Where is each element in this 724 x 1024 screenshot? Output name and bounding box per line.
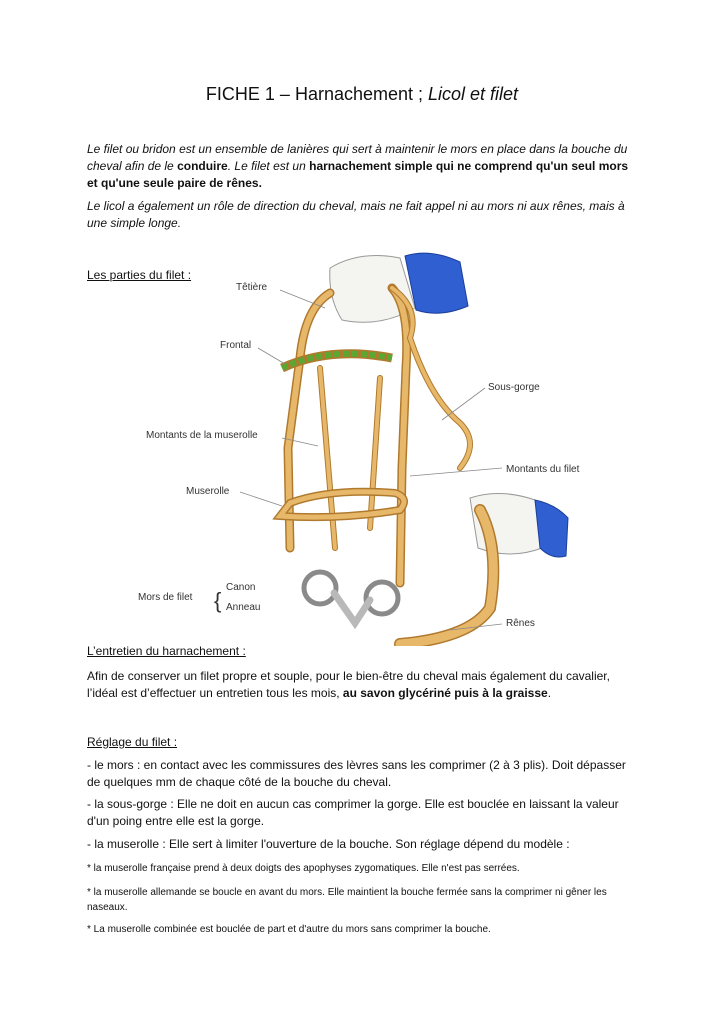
page-title: FICHE 1 – Harnachement ; Licol et filet [205, 84, 519, 104]
adjust-mors: - le mors : en contact avec les commissures des lèvres sans les comprimer (2 à 3 plis). Doit dépasser de quelques mm de chaque côté de la bouche du cheval. [87, 758, 626, 789]
bridle-straps [280, 288, 493, 644]
label-frontal: Frontal [220, 340, 252, 351]
label-anneau: Anneau [226, 602, 261, 613]
label-montants-filet: Montants du filet [506, 464, 580, 475]
muserolle-allemande: * la muserolle allemande se boucle en avant du mors. Elle maintient la bouche fermée sans la comprimer ni gêner les naseaux. [87, 887, 607, 913]
intro-paragraph-1: Le filet ou bridon est un ensemble de lanières qui sert à maintenir le mors en place dans la bouche du cheval afin de le conduire. Le filet est un harnachement simple qui ne comprend qu'un seul mors et qu'une seule paire de rênes. [87, 142, 629, 190]
section-heading-parts: Les parties du filet : [87, 268, 192, 282]
bridle-diagram [130, 248, 580, 646]
bit [304, 572, 398, 623]
label-renes: Rênes [506, 618, 535, 629]
brace-icon: { [214, 588, 222, 613]
section-heading-adjust: Réglage du filet : [87, 735, 178, 749]
label-tetiere: Têtière [236, 282, 268, 293]
adjust-muserolle: - la muserolle : Elle sert à limiter l'ouverture de la bouche. Son réglage dépend du modèle : [87, 837, 570, 851]
label-muserolle: Muserolle [186, 486, 230, 497]
muserolle-combinee: * La muserolle combinée est bouclée de part et d'autre du mors sans comprimer la bouche. [87, 924, 491, 935]
label-montants-muserolle: Montants de la muserolle [146, 430, 258, 441]
muserolle-francaise: * la muserolle française prend à deux doigts des apophyses zygomatiques. Elle n'est pas serrées. [87, 863, 520, 874]
adjust-sous-gorge: - la sous-gorge : Elle ne doit en aucun cas comprimer la gorge. Elle est bouclée en laissant la valeur d'un poing entre elle est la gorge. [87, 797, 619, 828]
section-heading-care: L’entretien du harnachement : [87, 644, 246, 658]
care-paragraph: Afin de conserver un filet propre et souple, pour le bien-être du cheval mais également du cavalier, l’idéal est d’effectuer un entretien tous les mois, au savon glycériné puis à la graisse. [87, 669, 610, 700]
label-mors-de-filet: Mors de filet [138, 592, 193, 603]
intro-paragraph-2: Le licol a également un rôle de direction du cheval, mais ne fait appel ni au mors ni aux rênes, mais à une simple longe. [87, 199, 625, 230]
label-canon: Canon [226, 582, 256, 593]
label-sous-gorge: Sous-gorge [488, 382, 540, 393]
